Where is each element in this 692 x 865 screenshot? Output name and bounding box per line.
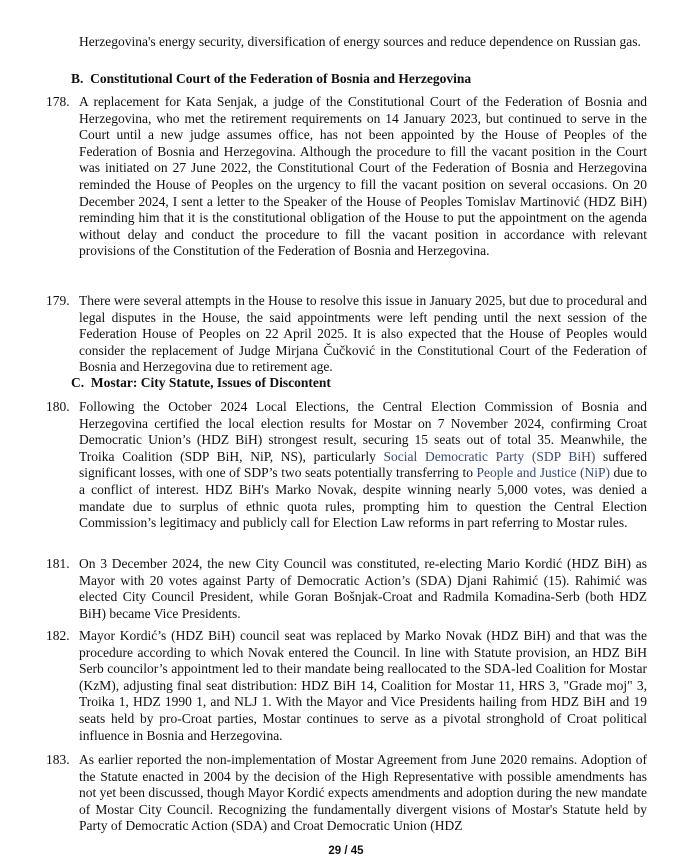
section-heading-b: B. Constitutional Court of the Federation of Bosnia and Herzegovina [71,71,472,86]
paragraph-text: There were several attempts in the House to resolve this issue in January 2025, but due to procedural and legal disputes in the House, the said appointments were left pending until the next session of the Federation House of Peoples on 22 April 2025. It is also expected that the House of Peoples would consider the replacement of Judge Mirjana Čučković in the Constitutional Court of the Federation of Bosnia and Herzegovina due to retirement age. [79,293,647,375]
paragraph-number: 182. [46,628,70,643]
paragraph-text: As earlier reported the non-implementation of Mostar Agreement from June 2020 remains. Adoption of the Statute enacted in 2004 by the decision of the High Representative with possible amendments has not yet been discussed, though Mayor Kordić expects amendments and adoption during the new mandate of Mostar City Council. Recognizing the fundamentally divergent visions of Mostar's Statute held by Party of Democratic Action (SDA) and Croat Democratic Union (HDZ [79,752,647,834]
text-segment: suffered significant losses, with one of SDP’s two seats potentially transferring to [79,448,648,481]
party-link-nip[interactable]: People and Justice (NiP) [476,465,610,481]
text-segment: Following the October 2024 Local Elections, the Central Election Commission of Bosnia and Herzegovina certified the local election results for Mostar on 7 November 2024, confirming Croat Democratic Union’s (HDZ BiH) strongest result, securing 15 seats out of total 35. Meanwhile, the Troika Coalition (SDP BiH, NiP, NS), particularly [79,399,647,464]
continued-paragraph: Herzegovina's energy security, diversification of energy sources and reduce dependence on Russian gas. [79,34,641,49]
paragraph-text [79,399,647,532]
paragraph-text: A replacement for Kata Senjak, a judge of the Constitutional Court of the Federation of Bosnia and Herzegovina, who met the retirement requirements on 14 January 2023, but continued to serve in the Court until a new judge assumes office, has not been appointed by the House of Peoples of the Federation of Bosnia and Herzegovina. Although the procedure to fill the vacant position in the Court was initiated on 27 June 2022, the Constitutional Court of the Federation of Bosnia and Herzegovina reminded the House of Peoples on the urgency to fill the vacant position on several occasions. On 20 December 2024, I sent a letter to the Speaker of the House of Peoples Tomislav Martinović (HDZ BiH) reminding him that it is the constitutional obligation of the House to put the appointment on the agenda without delay and conduct the procedure to fill the vacant position in accordance with relevant provisions of the Constitution of the Federation of Bosnia and Herzegovina. [79,94,647,259]
section-heading-c: C. Mostar: City Statute, Issues of Discontent [71,375,331,390]
paragraph-178 [46,94,647,260]
page-number: 29 / 45 [328,845,364,857]
paragraph-179 [46,293,647,376]
paragraph-number: 179. [46,293,70,308]
paragraph-number: 181. [46,556,70,571]
paragraph-number: 183. [46,752,70,767]
paragraph-text: On 3 December 2024, the new City Council was constituted, re-electing Mario Kordić (HDZ BiH) as Mayor with 20 votes against Party of Democratic Action’s (SDA) Djani Rahimić (15). Rahimić was elected City Council President, while Goran Bošnjak-Croat and Radmila Komadina-Serb (both HDZ BiH) became Vice Presidents. [79,556,647,621]
paragraph-181 [46,556,647,622]
paragraph-text: Mayor Kordić’s (HDZ BiH) council seat was replaced by Marko Novak (HDZ BiH) and that was the procedure according to which Novak entered the Council. In line with Statute provision, an HDZ BiH Serb councilor’s appointment led to their mandate being reallocated to the SDA-led Coalition for Mostar (KzM), adjusting final seat distribution: HDZ BiH 14, Coalition for Mostar 11, HRS 3, "Grade moj" 3, Troika 1, HDZ 1990 1, and NLJ 1. With the Mayor and Vice Presidents hailing from HDZ BiH and 19 seats held by pro-Croat parties, Mostar continues to serve as a pivotal stronghold of Croat political influence in Bosnia and Herzegovina. [79,628,647,743]
paragraph-number: 178. [46,94,70,109]
party-link-sdp[interactable]: Social Democratic Party (SDP BiH) [383,448,596,464]
paragraph-183 [46,752,647,835]
paragraph-180 [46,399,647,532]
text-segment: due to a conflict of interest. HDZ BiH's Marko Novak, despite winning nearly 5,000 votes, was denied a mandate due to surplus of ethnic quota rules, prompting him to question the Central Election Commission’s legitimacy and publicly call for Election Law reforms in part referring to Mostar rules. [79,465,648,531]
paragraph-number: 180. [46,399,70,414]
paragraph-182 [46,628,647,744]
